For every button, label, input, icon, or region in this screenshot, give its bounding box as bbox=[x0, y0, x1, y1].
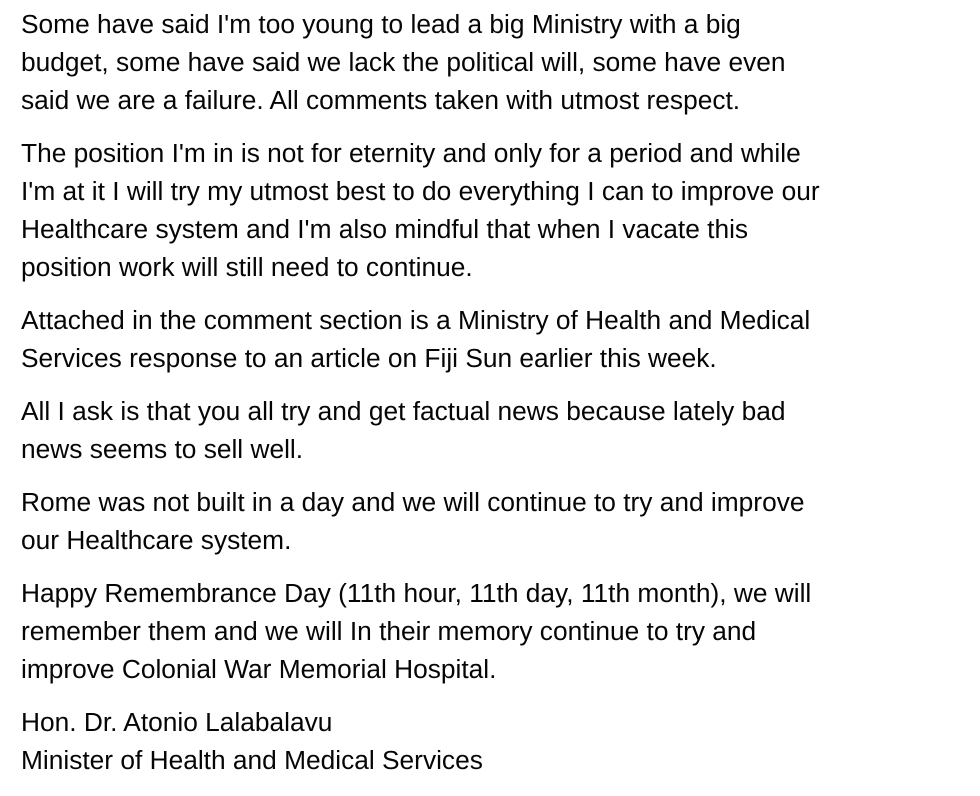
post-body bbox=[21, 5, 971, 779]
post-paragraph-1: Some have said I'm too young to lead a big Ministry with a big budget, some have said we lack the political will, some have even said we are a failure. All comments taken with utmost respect. bbox=[21, 9, 786, 115]
signature-name: Hon. Dr. Atonio Lalabalavu bbox=[21, 707, 333, 737]
post-paragraph-6: Happy Remembrance Day (11th hour, 11th day, 11th month), we will remember them and we will In their memory continue to try and improve Colonial War Memorial Hospital. bbox=[21, 578, 812, 684]
post-paragraph-4: All I ask is that you all try and get factual news because lately bad news seems to sell well. bbox=[21, 396, 786, 464]
signature-block bbox=[21, 703, 971, 779]
post-paragraph-3: Attached in the comment section is a Ministry of Health and Medical Services response to an article on Fiji Sun earlier this week. bbox=[21, 305, 811, 373]
signature-title: Minister of Health and Medical Services bbox=[21, 745, 483, 775]
post-paragraph-5: Rome was not built in a day and we will continue to try and improve our Healthcare system. bbox=[21, 487, 805, 555]
post-paragraph-2: The position I'm in is not for eternity and only for a period and while I'm at it I will try my utmost best to do everything I can to improve our Healthcare system and I'm also mindful that when I vacate this position work will still need to continue. bbox=[21, 138, 820, 282]
